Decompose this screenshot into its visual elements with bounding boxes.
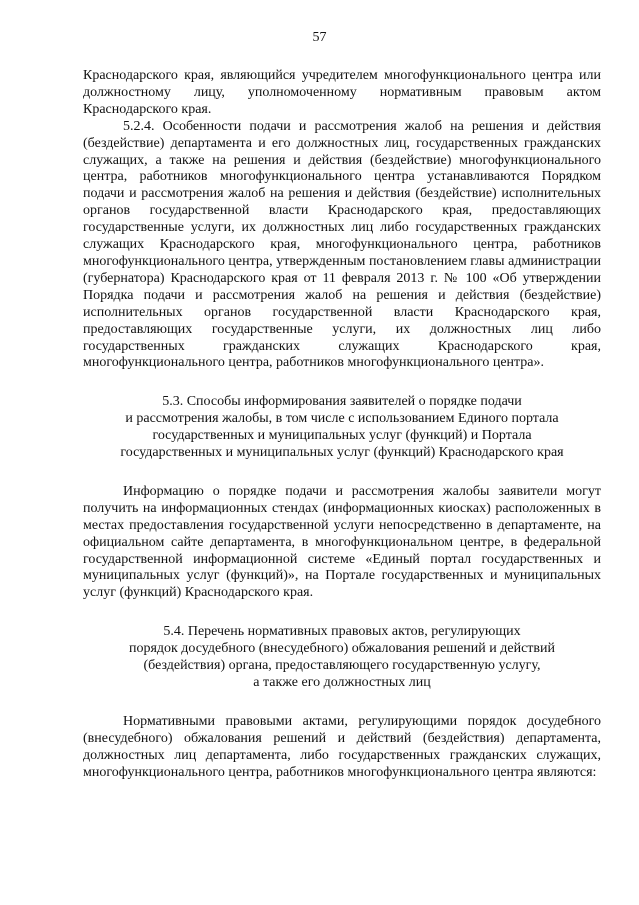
paragraph-5-3-body: Информацию о порядке подачи и рассмотрения жалобы заявители могут получить на информационных стендах (информационных киосках) расположенных в местах предоставления государственной услуги непосредственно в департаменте, на официальном сайте департамента, в многофункциональном центре, в федеральной государственной информационной системе «Единый портал государственных и муниципальных услуг (функций)», на Портале государственных и муниципальных услуг (функций) Краснодарского края.: [83, 483, 601, 601]
heading-line: государственных и муниципальных услуг (функций) и Портала: [152, 428, 532, 444]
section-heading-5-4: [83, 624, 601, 692]
paragraph-5-2-4: 5.2.4. Особенности подачи и рассмотрения жалоб на решения и действия (бездействие) департамента и его должностных лиц, государственных гражданских служащих, а также на решения и действия (бездействие) многофункционального центра, работников многофункционального центра устанавливаются Порядком подачи и рассмотрения жалоб на решения и действия (бездействие) исполнительных органов государственной власти Краснодарского края, предоставляющих государственные услуги, их должностных лиц либо государственных гражданских служащих Краснодарского края, многофункционального центра, работников многофункционального центра, утвержденным постановлением главы администрации (губернатора) Краснодарского края от 11 февраля 2013 г. № 100 «Об утверждении Порядка подачи и рассмотрения жалоб на решения и действия (бездействие) исполнительных органов государственной власти Краснодарского края, предоставляющих государственные услуги, их должностных лиц либо государственных гражданских служащих Краснодарского края, многофункционального центра, работников многофункционального центра».: [83, 118, 601, 371]
heading-line: 5.3. Способы информирования заявителей о порядке подачи: [162, 394, 522, 410]
heading-line: 5.4. Перечень нормативных правовых актов, регулирующих: [163, 624, 521, 640]
spacer: [83, 462, 601, 484]
heading-line: (бездействия) органа, предоставляющего государственную услугу,: [143, 658, 541, 674]
page-number: 57: [312, 30, 327, 45]
heading-line: и рассмотрения жалобы, в том числе с использованием Единого портала: [125, 411, 559, 427]
paragraph-5-4-body: Нормативными правовыми актами, регулирующими порядок досудебного (внесудебного) обжалования решений и действий (бездействия) департамента, должностных лиц департамента, либо государственных гражданских служащих, многофункционального центра, работников многофункционального центра являются:: [83, 713, 601, 780]
heading-line: порядок досудебного (внесудебного) обжалования решений и действий: [128, 641, 556, 657]
spacer: [83, 602, 601, 624]
paragraph-continuation: Краснодарского края, являющийся учредителем многофункционального центра или должностному лицу, уполномоченному нормативным правовым актом Краснодарского края.: [83, 68, 601, 117]
spacer: [83, 692, 601, 714]
section-heading-5-3: [83, 394, 601, 462]
spacer: [83, 372, 601, 394]
heading-line: государственных и муниципальных услуг (функций) Краснодарского края: [120, 445, 564, 461]
heading-line: а также его должностных лиц: [253, 675, 431, 690]
document-body: [83, 68, 601, 782]
